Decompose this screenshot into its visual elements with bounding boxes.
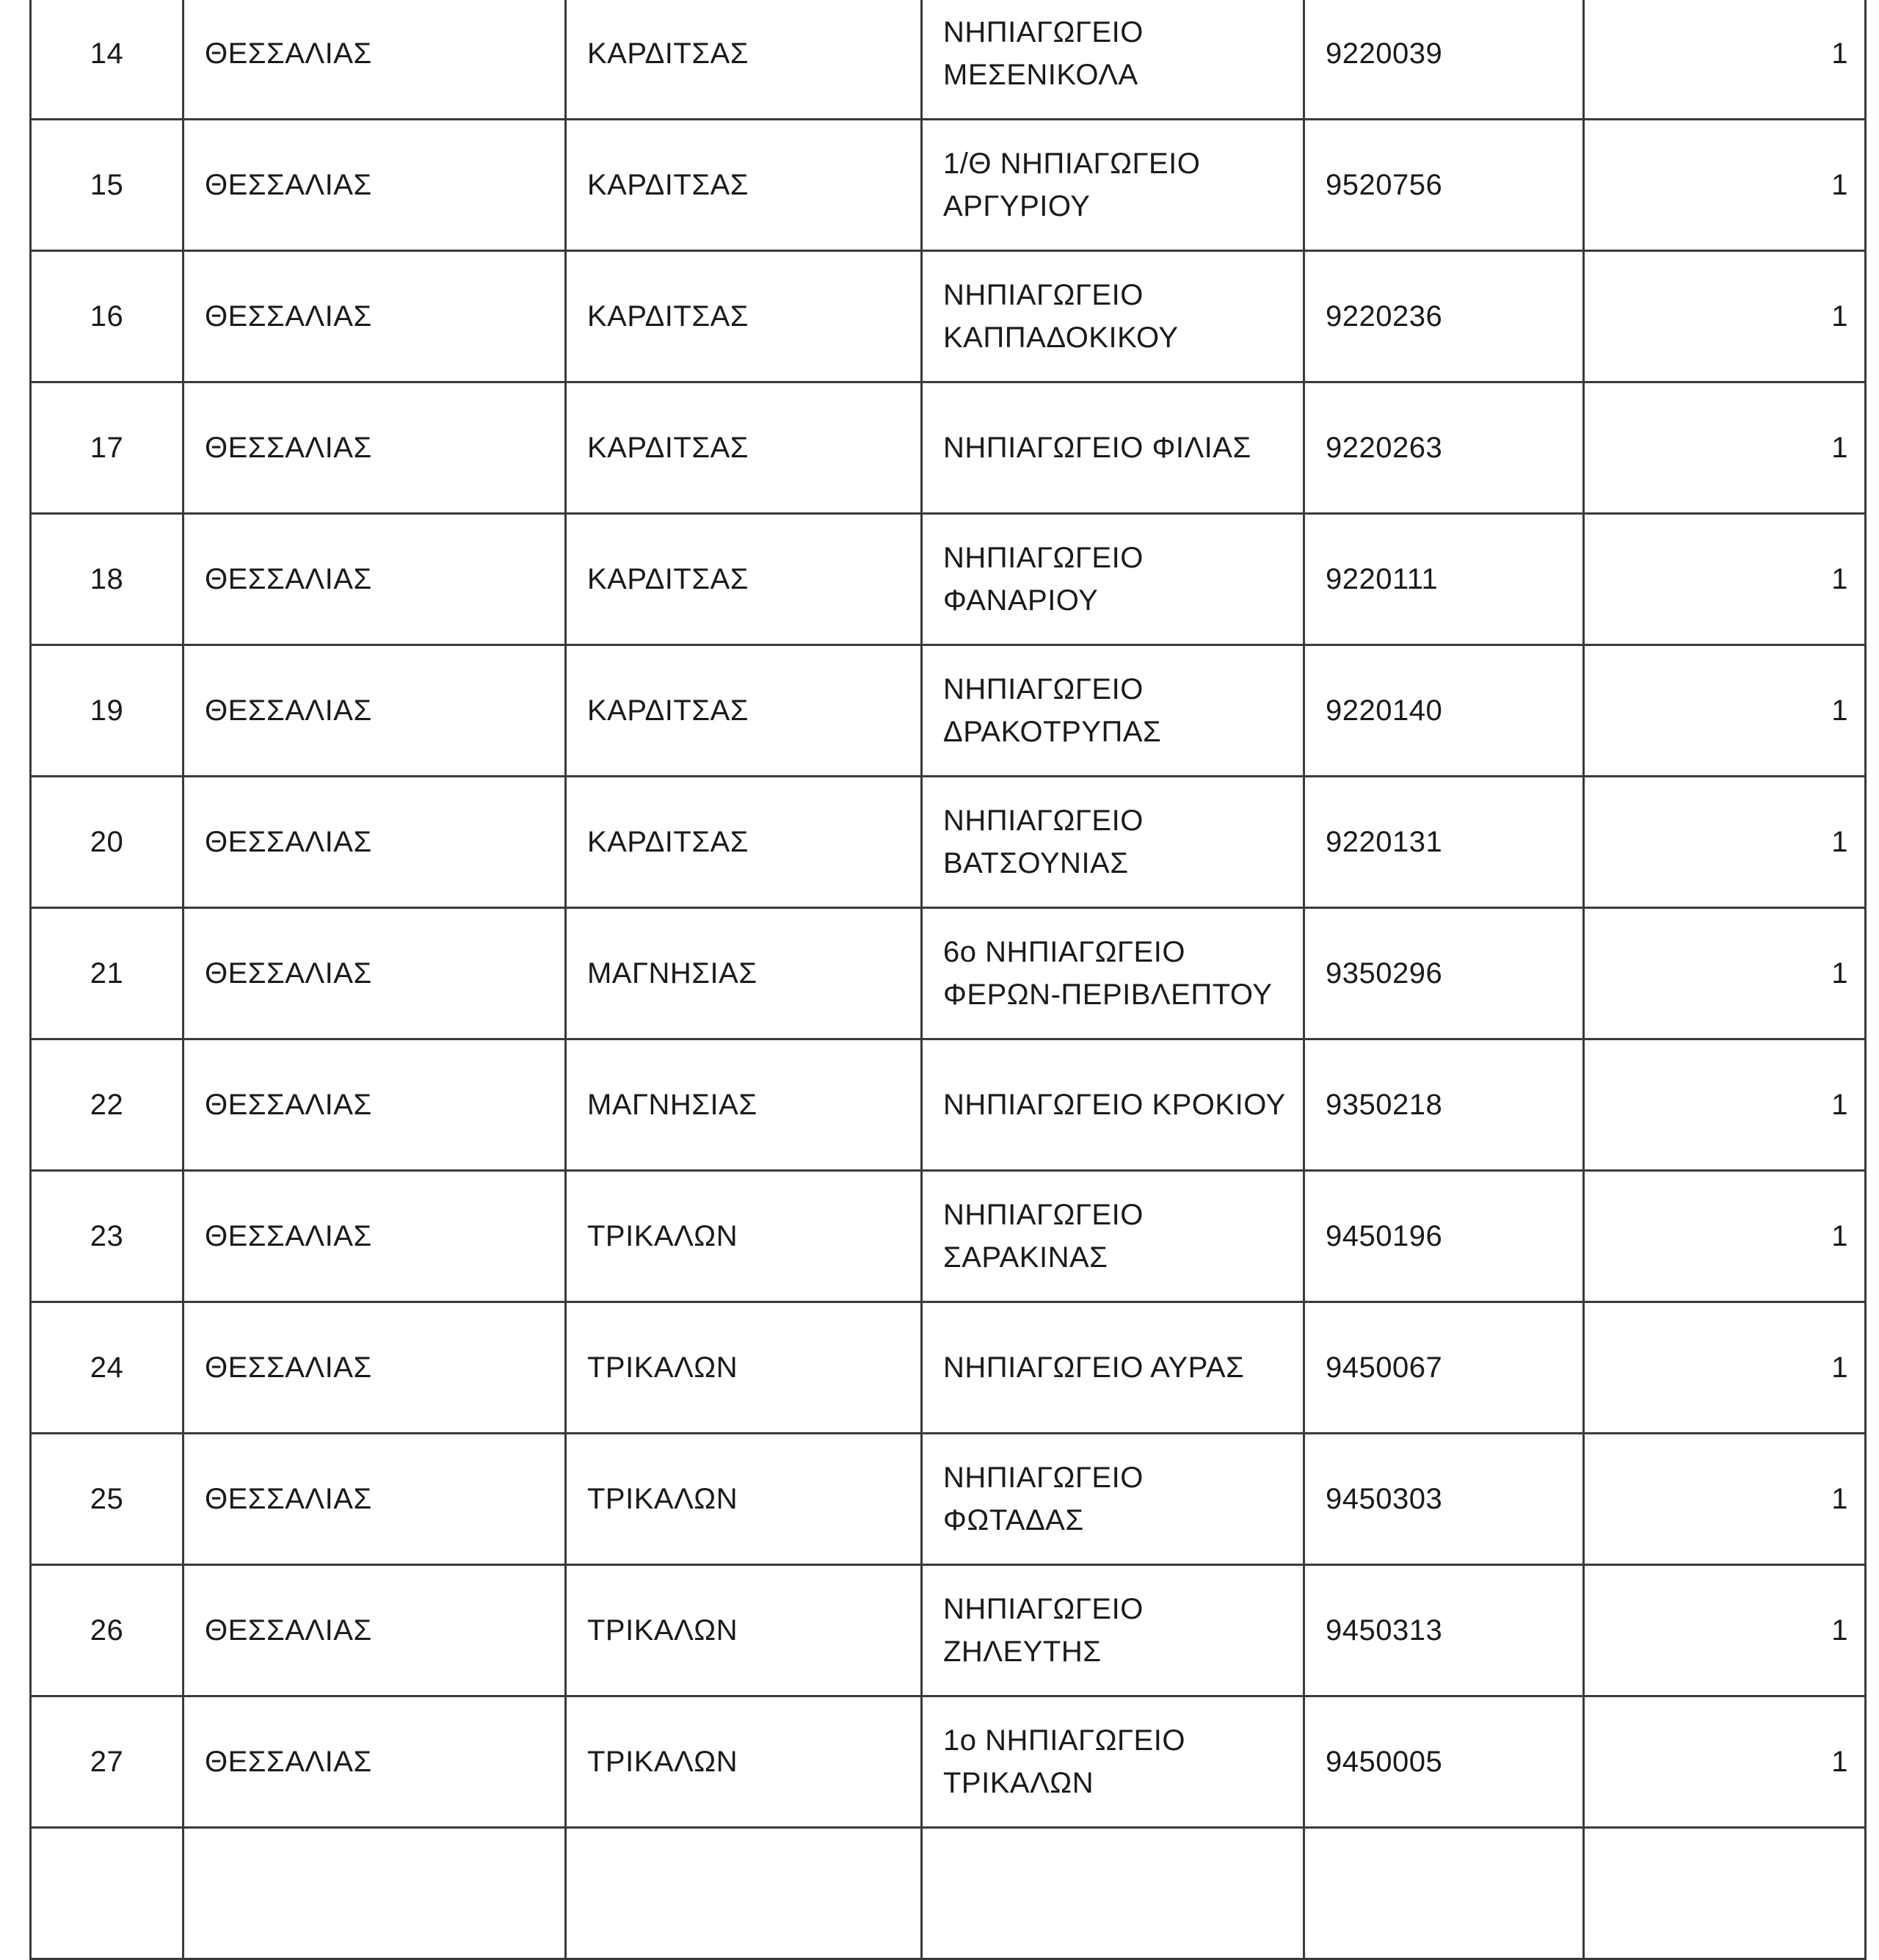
school-code-cell: 9450005 [1304,1696,1584,1828]
school-code-cell: 9450196 [1304,1171,1584,1302]
prefecture-cell: ΚΑΡΔΙΤΣΑΣ [566,777,922,908]
school-name-line: ΝΗΠΙΑΓΩΓΕΙΟ [943,805,1144,837]
school-name-line: ΝΗΠΙΑΓΩΓΕΙΟ [943,542,1144,574]
school-code-cell: 9220140 [1304,645,1584,777]
prefecture-cell: ΚΑΡΔΙΤΣΑΣ [566,120,922,251]
count-cell: 1 [1584,645,1866,777]
region-cell: ΘΕΣΣΑΛΙΑΣ [183,251,566,382]
row-number-cell: 18 [31,514,183,645]
row-number-cell: 16 [31,251,183,382]
school-name-line: 6ο ΝΗΠΙΑΓΩΓΕΙΟ [943,936,1185,968]
school-code-cell: 9450067 [1304,1302,1584,1434]
school-name-line: ΑΡΓΥΡΙΟΥ [943,190,1091,222]
school-name-line: ΖΗΛΕΥΤΗΣ [943,1636,1102,1668]
school-name-cell [922,0,1304,120]
table-row [31,0,1866,120]
row-number-cell [31,1828,183,1959]
school-name-line: ΜΕΣΕΝΙΚΟΛΑ [943,59,1138,91]
school-name-cell [922,1696,1304,1828]
school-code-cell [1304,1828,1584,1959]
count-cell: 1 [1584,251,1866,382]
school-name-cell [922,645,1304,777]
school-code-cell: 9520756 [1304,120,1584,251]
row-number-cell: 24 [31,1302,183,1434]
row-number-cell: 26 [31,1565,183,1696]
table-row [31,1171,1866,1302]
row-number-cell: 22 [31,1039,183,1171]
school-name-cell [922,908,1304,1039]
row-number-cell: 27 [31,1696,183,1828]
school-name-cell [922,251,1304,382]
count-cell: 1 [1584,1171,1866,1302]
school-name-cell [922,1302,1304,1434]
school-name-line: ΝΗΠΙΑΓΩΓΕΙΟ ΚΡΟΚΙΟΥ [943,1089,1286,1121]
school-name-line: ΝΗΠΙΑΓΩΓΕΙΟ ΑΥΡΑΣ [943,1351,1245,1384]
region-cell: ΘΕΣΣΑΛΙΑΣ [183,120,566,251]
school-name-cell [922,120,1304,251]
table-row [31,514,1866,645]
prefecture-cell: ΜΑΓΝΗΣΙΑΣ [566,908,922,1039]
count-cell: 1 [1584,1696,1866,1828]
region-cell: ΘΕΣΣΑΛΙΑΣ [183,1696,566,1828]
region-cell: ΘΕΣΣΑΛΙΑΣ [183,1302,566,1434]
table-row [31,1039,1866,1171]
table-row [31,1434,1866,1565]
region-cell [183,1828,566,1959]
schools-table [29,0,1867,1960]
school-name-line: ΦΩΤΑΔΑΣ [943,1504,1084,1536]
region-cell: ΘΕΣΣΑΛΙΑΣ [183,1434,566,1565]
count-cell: 1 [1584,777,1866,908]
table-row [31,645,1866,777]
school-name-line: ΒΑΤΣΟΥΝΙΑΣ [943,847,1129,879]
school-name-cell [922,1171,1304,1302]
row-number-cell: 17 [31,382,183,514]
count-cell: 1 [1584,0,1866,120]
count-cell: 1 [1584,1434,1866,1565]
region-cell: ΘΕΣΣΑΛΙΑΣ [183,908,566,1039]
school-name-line: ΝΗΠΙΑΓΩΓΕΙΟ [943,1593,1144,1625]
region-cell: ΘΕΣΣΑΛΙΑΣ [183,1565,566,1696]
count-cell: 1 [1584,1039,1866,1171]
prefecture-cell: ΚΑΡΔΙΤΣΑΣ [566,0,922,120]
school-name-line: ΝΗΠΙΑΓΩΓΕΙΟ ΦΙΛΙΑΣ [943,432,1251,464]
school-name-cell [922,1434,1304,1565]
row-number-cell: 23 [31,1171,183,1302]
prefecture-cell: ΤΡΙΚΑΛΩΝ [566,1565,922,1696]
region-cell: ΘΕΣΣΑΛΙΑΣ [183,0,566,120]
school-name-line: 1ο ΝΗΠΙΑΓΩΓΕΙΟ [943,1724,1185,1757]
school-name-line: ΝΗΠΙΑΓΩΓΕΙΟ [943,279,1144,311]
table-row [31,120,1866,251]
school-name-cell [922,514,1304,645]
region-cell: ΘΕΣΣΑΛΙΑΣ [183,514,566,645]
school-name-cell [922,1039,1304,1171]
school-code-cell: 9350218 [1304,1039,1584,1171]
prefecture-cell: ΤΡΙΚΑΛΩΝ [566,1434,922,1565]
table-row [31,1696,1866,1828]
school-code-cell: 9220263 [1304,382,1584,514]
school-code-cell: 9220236 [1304,251,1584,382]
school-code-cell: 9220131 [1304,777,1584,908]
prefecture-cell [566,1828,922,1959]
prefecture-cell: ΚΑΡΔΙΤΣΑΣ [566,251,922,382]
row-number-cell: 21 [31,908,183,1039]
prefecture-cell: ΚΑΡΔΙΤΣΑΣ [566,514,922,645]
school-name-line: ΝΗΠΙΑΓΩΓΕΙΟ [943,1199,1144,1231]
count-cell: 1 [1584,1565,1866,1696]
school-name-line: 1/Θ ΝΗΠΙΑΓΩΓΕΙΟ [943,148,1201,180]
row-number-cell: 20 [31,777,183,908]
school-name-cell [922,1828,1304,1959]
school-name-cell [922,382,1304,514]
region-cell: ΘΕΣΣΑΛΙΑΣ [183,1171,566,1302]
row-number-cell: 15 [31,120,183,251]
region-cell: ΘΕΣΣΑΛΙΑΣ [183,1039,566,1171]
count-cell: 1 [1584,908,1866,1039]
school-name-line: ΣΑΡΑΚΙΝΑΣ [943,1241,1108,1274]
prefecture-cell: ΤΡΙΚΑΛΩΝ [566,1302,922,1434]
prefecture-cell: ΚΑΡΔΙΤΣΑΣ [566,382,922,514]
school-name-cell [922,777,1304,908]
row-number-cell: 14 [31,0,183,120]
school-code-cell: 9350296 [1304,908,1584,1039]
school-name-line: ΝΗΠΙΑΓΩΓΕΙΟ [943,16,1144,48]
region-cell: ΘΕΣΣΑΛΙΑΣ [183,777,566,908]
table-row [31,251,1866,382]
row-number-cell: 19 [31,645,183,777]
school-code-cell: 9220039 [1304,0,1584,120]
school-name-line: ΤΡΙΚΑΛΩΝ [943,1767,1094,1799]
count-cell: 1 [1584,514,1866,645]
table-row [31,1565,1866,1696]
region-cell: ΘΕΣΣΑΛΙΑΣ [183,382,566,514]
table-row [31,1302,1866,1434]
school-code-cell: 9220111 [1304,514,1584,645]
region-cell: ΘΕΣΣΑΛΙΑΣ [183,645,566,777]
school-name-line: ΦΑΝΑΡΙΟΥ [943,584,1099,617]
school-name-line: ΝΗΠΙΑΓΩΓΕΙΟ [943,673,1144,705]
school-code-cell: 9450313 [1304,1565,1584,1696]
table-row [31,1828,1866,1959]
prefecture-cell: ΚΑΡΔΙΤΣΑΣ [566,645,922,777]
school-name-line: ΚΑΠΠΑΔΟΚΙΚΟΥ [943,322,1179,354]
school-name-cell [922,1565,1304,1696]
school-code-cell: 9450303 [1304,1434,1584,1565]
school-name-line: ΦΕΡΩΝ-ΠΕΡΙΒΛΕΠΤΟΥ [943,979,1273,1011]
count-cell: 1 [1584,382,1866,514]
prefecture-cell: ΤΡΙΚΑΛΩΝ [566,1171,922,1302]
table-row [31,382,1866,514]
table-body [31,0,1866,1959]
table-row [31,908,1866,1039]
table-row [31,777,1866,908]
count-cell: 1 [1584,120,1866,251]
prefecture-cell: ΤΡΙΚΑΛΩΝ [566,1696,922,1828]
school-name-line: ΝΗΠΙΑΓΩΓΕΙΟ [943,1462,1144,1494]
count-cell [1584,1828,1866,1959]
school-name-line: ΔΡΑΚΟΤΡΥΠΑΣ [943,716,1162,748]
prefecture-cell: ΜΑΓΝΗΣΙΑΣ [566,1039,922,1171]
row-number-cell: 25 [31,1434,183,1565]
count-cell: 1 [1584,1302,1866,1434]
